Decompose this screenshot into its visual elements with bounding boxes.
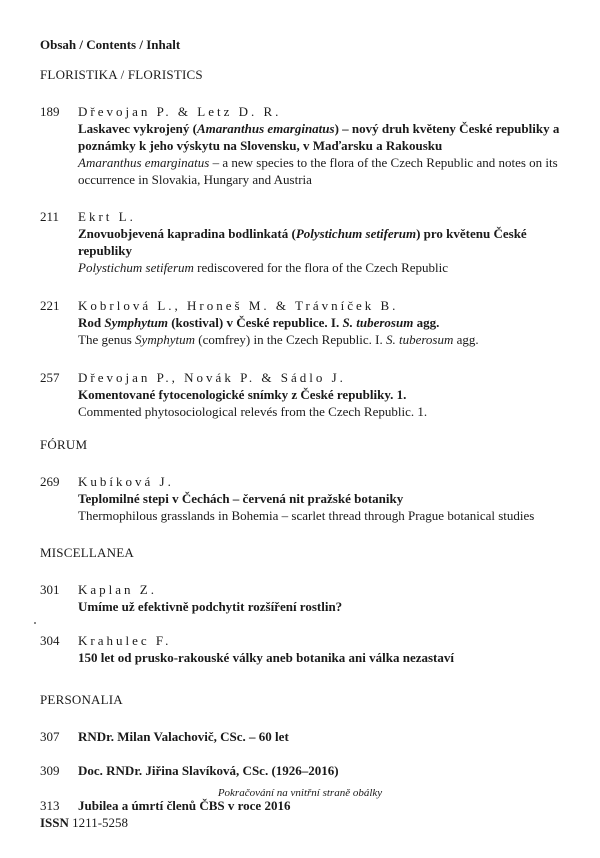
toc-entry [40,762,560,779]
stray-mark [34,622,36,624]
article-translation: Amaranthus emarginatus – a new species to the flora of the Czech Republic and notes on its occurrence in Slovakia, Hungary and Austria [78,155,558,187]
toc-entry [40,581,560,615]
page-number: 211 [40,209,60,224]
page-number: 304 [40,633,60,648]
authors: Dřevojan P., Novák P. & Sádlo J. [78,370,346,385]
article-title: 150 let od prusko-rakouské války aneb botanika ani válka nezastaví [78,650,454,665]
page-number: 307 [40,729,60,744]
toc-entry [40,632,560,666]
continuation-note: Pokračování na vnitřní straně obálky [217,787,383,799]
article-title: Doc. RNDr. Jiřina Slavíková, CSc. (1926–2016) [78,763,339,778]
issn-value: 1211-5258 [72,815,129,830]
page-number: 313 [40,798,60,813]
issn [40,814,128,831]
page-number: 309 [40,763,60,778]
article-translation: The genus Symphytum (comfrey) in the Czech Republic. I. S. tuberosum agg. [78,332,479,347]
toc-entry [40,208,560,276]
article-title: Znovuobjevená kapradina bodlinkatá (Polystichum setiferum) pro květenu České republiky [78,226,527,258]
page-number: 189 [40,104,60,119]
authors: Dřevojan P. & Letz D. R. [78,104,282,119]
page-number: 257 [40,370,60,385]
article-title: Umíme už efektivně podchytit rozšíření rostlin? [78,599,343,614]
toc-entry [40,369,560,420]
toc-entry [40,728,560,745]
page-number: 269 [40,474,60,489]
article-title: Laskavec vykrojený (Amaranthus emarginatus) – nový druh květeny České republiky a poznámky k jeho výskytu na Slovensku, v Maďarsku a Rakousku [78,121,560,153]
authors: Kobrlová L., Hroneš M. & Trávníček B. [78,298,399,313]
article-translation: Commented phytosociological relevés from the Czech Republic. 1. [78,404,428,419]
article-title: Komentované fytocenologické snímky z České republiky. 1. [78,387,407,402]
article-translation: Polystichum setiferum rediscovered for the flora of the Czech Republic [78,260,449,275]
section-forum: FÓRUM [40,437,88,452]
article-title: Jubilea a úmrtí členů ČBS v roce 2016 [78,798,291,813]
article-title: Rod Symphytum (kostival) v České republice. I. S. tuberosum agg. [78,315,440,330]
toc-entry [40,297,560,348]
section-personalia: PERSONALIA [40,692,123,707]
article-title: RNDr. Milan Valachovič, CSc. – 60 let [78,729,289,744]
section-floristika: FLORISTIKA / FLORISTICS [40,67,203,82]
page-heading: Obsah / Contents / Inhalt [40,37,181,52]
article-title: Teplomilné stepi v Čechách – červená nit pražské botaniky [78,491,404,506]
page-number: 301 [40,582,60,597]
toc-entry [40,473,560,524]
article-translation: Thermophilous grasslands in Bohemia – scarlet thread through Prague botanical studies [78,508,535,523]
authors: Ekrt L. [78,209,136,224]
authors: Krahulec F. [78,633,172,648]
page-number: 221 [40,298,60,313]
toc-entry [40,103,560,188]
authors: Kubíková J. [78,474,174,489]
contents-page [40,36,560,814]
section-miscellanea: MISCELLANEA [40,545,134,560]
authors: Kaplan Z. [78,582,157,597]
issn-label: ISSN [40,815,69,830]
